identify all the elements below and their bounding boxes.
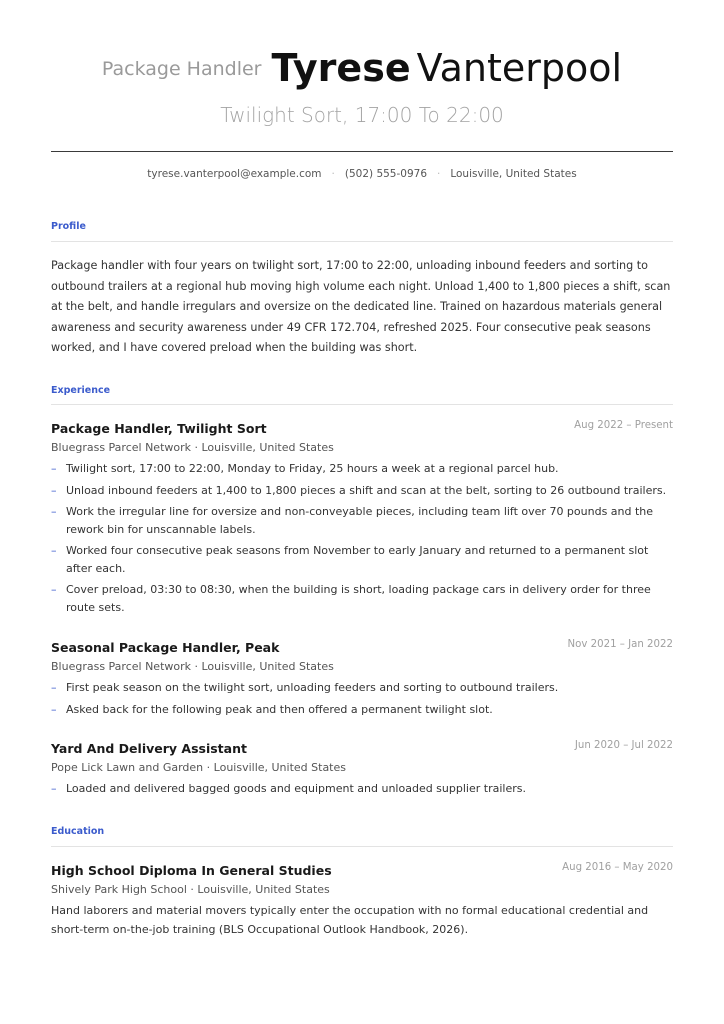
job-organization: Bluegrass Parcel Network · Louisville, United States (51, 441, 334, 454)
job-organization: Pope Lick Lawn and Garden · Louisville, United States (51, 761, 346, 774)
list-item (51, 701, 673, 719)
job-title: Yard And Delivery Assistant (51, 741, 247, 756)
entry-header (51, 860, 673, 880)
education-entry (51, 860, 673, 939)
list-item (51, 780, 673, 798)
bullet-list (51, 780, 673, 798)
job-title: Seasonal Package Handler, Peak (51, 640, 280, 655)
section-divider (51, 846, 673, 847)
experience-entry (51, 637, 673, 722)
list-item (51, 503, 673, 538)
experience-entry (51, 418, 673, 620)
dash-icon: – (51, 505, 57, 518)
contact-line (51, 168, 673, 180)
job-organization: Bluegrass Parcel Network · Louisville, United States (51, 660, 334, 673)
section-title-experience: Experience (51, 385, 111, 396)
dash-icon: – (51, 681, 57, 694)
bullet-text: Work the irregular line for oversize and non-conveyable pieces, including team lift over 70 pounds and the rework bin for unscannable labels. (66, 505, 654, 536)
experience-entry (51, 738, 673, 802)
bullet-text: Loaded and delivered bagged goods and equipment and unloaded supplier trailers. (66, 782, 526, 795)
education-note: Hand laborers and material movers typically enter the occupation with no formal educational credential and short-term on-the-job training (BLS Occupational Outlook Handbook, 2026). (51, 904, 649, 936)
contact-separator: · (437, 168, 441, 180)
profile-summary: Package handler with four years on twilight sort, 17:00 to 22:00, unloading inbound feeders and sorting to outbound trailers at a regional hub moving high volume each night. Unload 1,400 to 1,800 pieces a shift, scan at the belt, and handle irregulars and oversize on the dedicated line. Trained on hazardous materials general awareness and security awareness under 49 CFR 172.704, refreshed 2025. Four consecutive peak seasons worked, and I have covered preload when the building was short. (51, 259, 671, 354)
phone-text: (502) 555-0976 (344, 168, 427, 180)
section-title-profile: Profile (51, 221, 86, 232)
shift-subtitle: Twilight Sort, 17:00 To 22:00 (220, 103, 504, 127)
section-divider (51, 404, 673, 405)
list-item (51, 581, 673, 616)
dash-icon: – (51, 483, 57, 497)
list-item (51, 542, 673, 577)
dash-icon: – (51, 544, 57, 557)
bullet-list (51, 460, 673, 616)
name-header (0, 46, 724, 90)
role-label: Package Handler (101, 58, 262, 80)
header-divider (51, 151, 673, 152)
dash-icon: – (51, 782, 57, 795)
school-name: Shively Park High School · Louisville, United States (51, 883, 330, 896)
dash-icon: – (51, 702, 57, 716)
job-dates: Jun 2020 – Jul 2022 (574, 740, 673, 751)
entry-header (51, 637, 673, 657)
contact-separator: · (331, 168, 335, 180)
degree-title: High School Diploma In General Studies (51, 863, 332, 878)
bullet-text: Worked four consecutive peak seasons from November to early January and returned to a permanent slot after each. (66, 544, 649, 575)
section-divider (51, 241, 673, 242)
location-text: Louisville, United States (450, 168, 577, 180)
entry-header (51, 418, 673, 438)
dash-icon: – (51, 462, 57, 475)
dash-icon: – (51, 583, 57, 596)
section-title-education: Education (51, 826, 105, 837)
job-dates: Nov 2021 – Jan 2022 (567, 639, 673, 650)
entry-header (51, 738, 673, 758)
email-link[interactable]: tyrese.vanterpool@example.com (147, 168, 322, 180)
list-item (51, 482, 673, 500)
job-title: Package Handler, Twilight Sort (51, 421, 267, 436)
last-name: Vanterpool (416, 46, 623, 90)
bullet-text: Twilight sort, 17:00 to 22:00, Monday to Friday, 25 hours a week at a regional parcel hub. (66, 462, 559, 475)
bullet-text: First peak season on the twilight sort, unloading feeders and sorting to outbound trailers. (66, 681, 559, 694)
bullet-text: Cover preload, 03:30 to 08:30, when the building is short, loading package cars in delivery order for three route sets. (66, 583, 651, 614)
list-item (51, 679, 673, 697)
education-dates: Aug 2016 – May 2020 (562, 862, 673, 873)
job-dates: Aug 2022 – Present (574, 420, 673, 431)
bullet-text: Unload inbound feeders at 1,400 to 1,800 pieces a shift and scan at the belt, sorting to 26 outbound trailers. (66, 483, 667, 497)
list-item (51, 460, 673, 478)
bullet-list (51, 679, 673, 718)
bullet-text: Asked back for the following peak and then offered a permanent twilight slot. (66, 702, 493, 716)
first-name: Tyrese (271, 46, 411, 90)
